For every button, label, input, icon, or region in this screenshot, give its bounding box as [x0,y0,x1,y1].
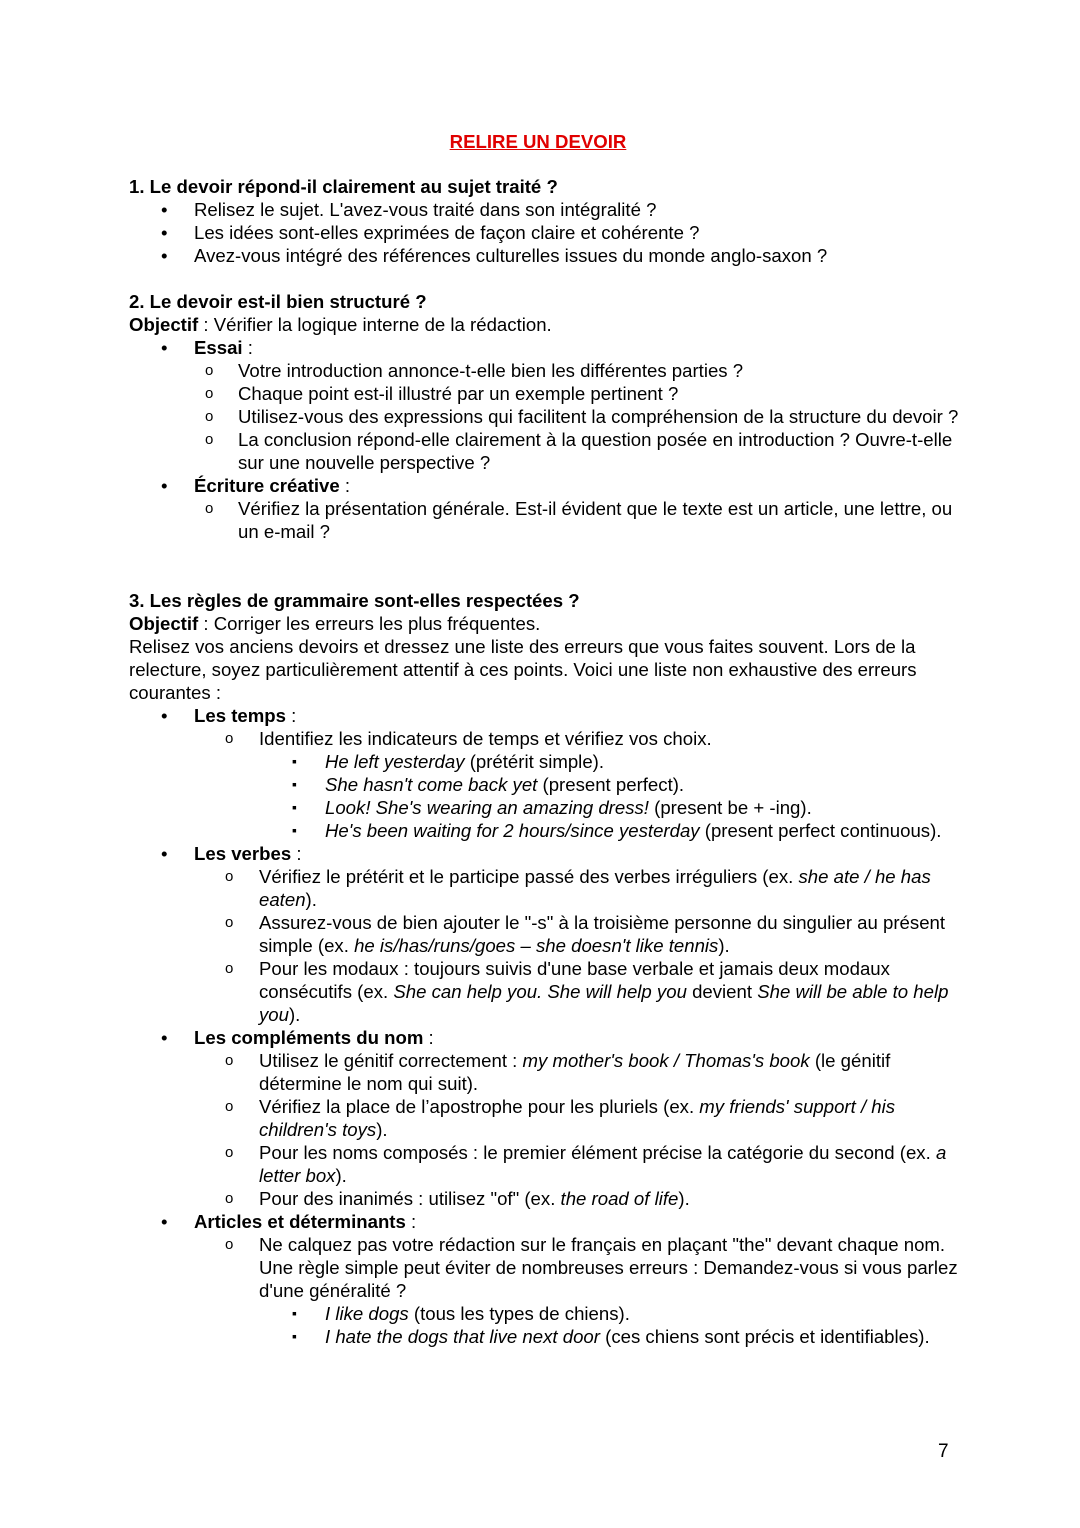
example-item [129,796,959,819]
text: Pour les modaux : toujours suivis d'une base verbale et jamais deux modaux consécutifs (ex. [259,958,890,1002]
example-italic: He left yesterday [325,751,465,772]
list-item: • Relisez le sujet. L'avez-vous traité dans son intégralité ? [129,198,959,221]
section-2-objective [129,313,959,336]
creative-item [129,474,959,497]
example-note: (ces chiens sont précis et identifiables). [599,1326,930,1347]
text: Pour les noms composés : le premier élément précise la catégorie du second (ex. [259,1142,936,1163]
sub-list-item [129,1187,959,1210]
objective-text: : Corriger les erreurs les plus fréquentes. [198,613,541,634]
example-item [129,1302,959,1325]
example-item [129,819,959,842]
section-3-heading: 3. Les règles de grammaire sont-elles respectées ? [129,590,580,611]
text: Pour des inanimés : utilisez "of" (ex. [259,1188,561,1209]
text: Vérifiez le prétérit et le participe passé des verbes irréguliers (ex. [259,866,799,887]
example-italic: I like dogs [325,1303,409,1324]
sub-list-item: o Identifiez les indicateurs de temps et vérifiez vos choix. [129,727,959,750]
text-italic: he is/has/runs/goes – she doesn't like tennis [354,935,719,956]
sub-list-item: o Chaque point est-il illustré par un exemple pertinent ? [129,382,959,405]
creative-colon: : [339,475,351,496]
objective-text: : Vérifier la logique interne de la rédaction. [198,314,552,335]
example-item [129,773,959,796]
text: ). [718,935,730,956]
text: ). [678,1188,690,1209]
objective-label: Objectif [129,314,199,335]
articles-item [129,1210,959,1233]
text-italic: the road of life [560,1188,679,1209]
complements-colon: : [423,1027,434,1048]
essai-colon: : [242,337,253,358]
example-note: (prétérit simple). [464,751,605,772]
section-1-heading: 1. Le devoir répond-il clairement au sujet traité ? [129,176,558,197]
sub-list-item [129,1049,959,1095]
essai-item [129,336,959,359]
text: Assurez-vous de bien ajouter le "-s" à la troisième personne du singulier au présent simple (ex. [259,912,946,956]
text-italic: my friends' support / his children's toys [259,1096,896,1140]
page-number: 7 [938,1441,949,1462]
text: ). [335,1165,347,1186]
creative-label: Écriture créative [194,475,340,496]
text: ). [288,1004,301,1025]
example-note: (present perfect continuous). [699,820,942,841]
text-italic: a letter box [259,1142,947,1186]
text-italic: my mother's book / Thomas's book [522,1050,810,1071]
temps-label: Les temps [194,705,286,726]
section-3-intro: Relisez vos anciens devoirs et dressez une liste des erreurs que vous faites souvent. Lors de la relecture, soyez particulièrement attentif à ces points. Voici une liste non exhaustive des erreurs courantes : [129,636,917,703]
sub-list-item: o Ne calquez pas votre rédaction sur le français en plaçant "the" devant chaque nom. Une règle simple peut éviter de nombreuses erreurs : Demandez-vous si vous parlez d'une généralité ? [129,1233,959,1302]
sub-list-item [129,911,959,957]
example-note: (tous les types de chiens). [408,1303,630,1324]
example-note: (present be + -ing). [648,797,812,818]
text: ). [376,1119,388,1140]
complements-label: Les compléments du nom [194,1027,424,1048]
verbes-item [129,842,959,865]
sub-list-item [129,1095,959,1141]
verbes-label: Les verbes [194,843,292,864]
section-2 [129,290,959,543]
sub-list-item: o Vérifiez la présentation générale. Est-il évident que le texte est un article, une lettre, ou un e-mail ? [129,497,959,543]
text: ). [305,889,317,910]
articles-colon: : [405,1211,417,1232]
text: Utilisez le génitif correctement : [259,1050,523,1071]
temps-colon: : [285,705,297,726]
sub-list-item: o Utilisez-vous des expressions qui facilitent la compréhension de la structure du devoir ? [129,405,959,428]
temps-item [129,704,959,727]
text-italic: she ate / he has eaten [259,866,931,910]
list-item: • Les idées sont-elles exprimées de façon claire et cohérente ? [129,221,959,244]
sub-list-item [129,957,959,1026]
objective-label: Objectif [129,613,199,634]
sub-list-item [129,1141,959,1187]
example-italic: I hate the dogs that live next door [325,1326,600,1347]
sub-list-item: o Votre introduction annonce-t-elle bien les différentes parties ? [129,359,959,382]
verbes-colon: : [291,843,302,864]
page-title: RELIRE UN DEVOIR [449,131,627,152]
example-item [129,750,959,773]
example-italic: She hasn't come back yet [325,774,538,795]
sub-list-item [129,865,959,911]
essai-label: Essai [194,337,243,358]
section-3 [129,589,959,1348]
text: (le génitif détermine le nom qui suit). [259,1050,891,1094]
example-item [129,1325,959,1348]
section-3-objective [129,612,959,635]
text: devient [686,981,758,1002]
text: Vérifiez la place de l’apostrophe pour les pluriels (ex. [259,1096,700,1117]
example-italic: He's been waiting for 2 hours/since yesterday [325,820,700,841]
text-italic: She can help you. She will help you [393,981,687,1002]
articles-label: Articles et déterminants [194,1211,406,1232]
text-italic: She will be able to help you [259,981,949,1025]
section-1 [129,175,959,267]
example-italic: Look! She's wearing an amazing dress! [325,797,649,818]
sub-list-item: o La conclusion répond-elle clairement à la question posée en introduction ? Ouvre-t-elle sur une nouvelle perspective ? [129,428,959,474]
list-item: • Avez-vous intégré des références culturelles issues du monde anglo-saxon ? [129,244,959,267]
example-note: (present perfect). [537,774,685,795]
section-2-heading: 2. Le devoir est-il bien structuré ? [129,291,427,312]
complements-item [129,1026,959,1049]
